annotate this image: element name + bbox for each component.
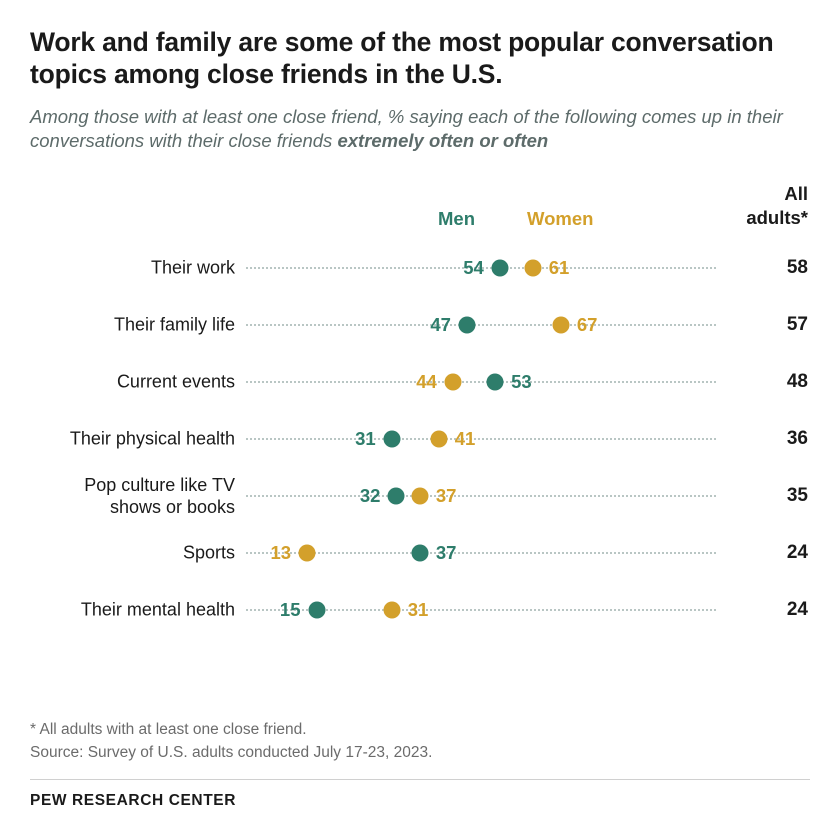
- table-row: [30, 354, 810, 411]
- dot-men: [411, 545, 428, 562]
- dotted-connector: [246, 324, 716, 326]
- value-women: 41: [454, 428, 476, 450]
- value-men: 15: [279, 599, 301, 621]
- row-plot: [246, 354, 716, 411]
- column-header-all-adults: All adults*: [746, 182, 808, 228]
- legend-women: Women: [527, 207, 594, 229]
- value-men: 31: [355, 428, 376, 450]
- row-label: Sports: [182, 542, 235, 563]
- table-row: [30, 468, 810, 525]
- brand-label: PEW RESEARCH CENTER: [30, 791, 237, 809]
- dot-men: [388, 488, 405, 505]
- row-label: Their family life: [113, 314, 235, 335]
- value-all-adults: 35: [786, 485, 808, 507]
- dot-women: [430, 431, 447, 448]
- dot-men: [491, 260, 508, 277]
- dot-women: [383, 602, 400, 619]
- value-all-adults: 24: [786, 542, 808, 564]
- divider: [30, 779, 810, 780]
- dot-men: [308, 602, 325, 619]
- footnotes: [30, 718, 810, 810]
- row-plot: [246, 468, 716, 525]
- dot-women: [552, 317, 569, 334]
- value-all-adults: 24: [786, 599, 808, 621]
- value-all-adults: 48: [786, 371, 808, 393]
- table-row: [30, 240, 810, 297]
- source-note: Source: Survey of U.S. adults conducted July 17-23, 2023.: [30, 744, 433, 762]
- value-all-adults: 57: [786, 314, 808, 336]
- dot-women: [524, 260, 541, 277]
- subtitle-emphasis: extremely often or often: [337, 130, 549, 152]
- table-row: [30, 525, 810, 582]
- value-men: 47: [430, 314, 451, 336]
- chart-subtitle: [30, 105, 810, 154]
- dotted-connector: [246, 381, 716, 383]
- dotted-connector: [246, 552, 716, 554]
- dot-men: [487, 374, 504, 391]
- table-row: [30, 411, 810, 468]
- dot-women: [444, 374, 461, 391]
- value-women: 37: [435, 485, 457, 507]
- table-row: [30, 582, 810, 639]
- value-women: 61: [548, 257, 570, 279]
- value-all-adults: 58: [786, 257, 808, 279]
- dot-women: [411, 488, 428, 505]
- dot-women: [299, 545, 316, 562]
- row-label: Their physical health: [69, 428, 235, 449]
- table-row: [30, 297, 810, 354]
- value-women: 31: [407, 599, 429, 621]
- row-label: Their work: [150, 257, 235, 278]
- dotted-connector: [246, 495, 716, 497]
- value-men: 37: [435, 542, 457, 564]
- dot-men: [383, 431, 400, 448]
- row-label-line2: shows or books: [109, 496, 235, 517]
- value-women: 44: [416, 371, 437, 393]
- dot-plot: [30, 180, 810, 621]
- row-plot: [246, 411, 716, 468]
- row-label: Their mental health: [80, 599, 235, 620]
- chart-rows: [30, 240, 810, 639]
- subtitle-text: Among those with at least one close friend, % saying each of the following comes up in their conversations with their close friends: [30, 105, 783, 152]
- value-all-adults: 36: [786, 428, 808, 450]
- footnote-asterisk: * All adults with at least one close friend.: [30, 721, 307, 738]
- value-men: 32: [359, 485, 381, 507]
- row-plot: [246, 582, 716, 639]
- row-label: Current events: [116, 371, 235, 392]
- dotted-connector: [246, 438, 716, 440]
- value-men: 53: [511, 371, 532, 393]
- value-women: 13: [270, 542, 292, 564]
- row-plot: [246, 297, 716, 354]
- row-plot: [246, 240, 716, 297]
- row-plot: [246, 525, 716, 582]
- legend-men: Men: [438, 207, 475, 229]
- row-label: [30, 475, 235, 517]
- page-title: Work and family are some of the most popular conversation topics among close friends in the U.S.: [30, 27, 774, 90]
- row-label-line1: Pop culture like TV: [84, 475, 235, 496]
- dot-men: [458, 317, 475, 334]
- value-women: 67: [576, 314, 598, 336]
- value-men: 54: [463, 257, 484, 279]
